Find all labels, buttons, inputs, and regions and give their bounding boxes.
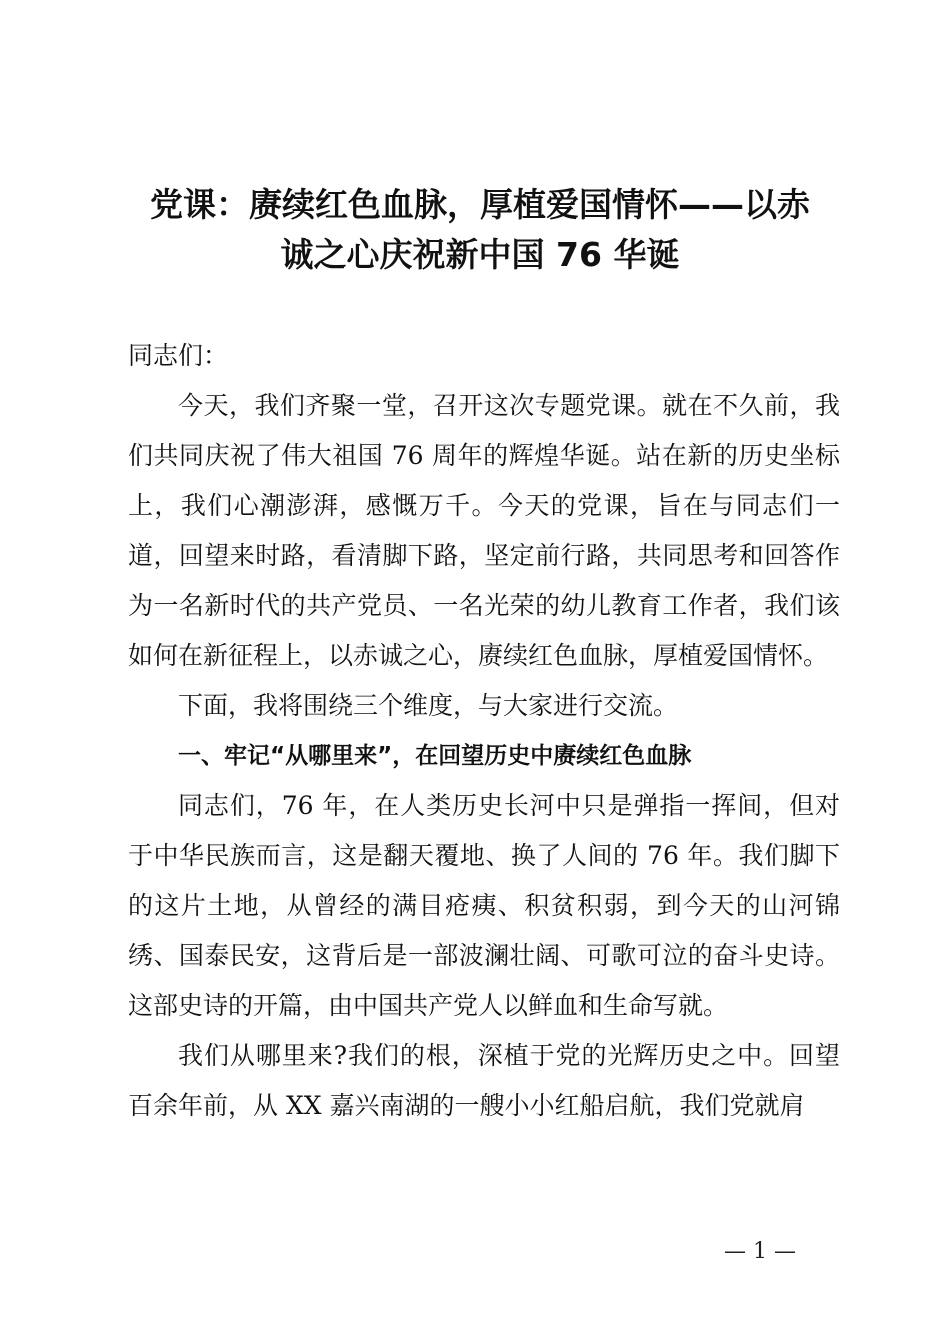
salutation: 同志们：: [128, 341, 229, 370]
paragraph-intro: 今天，我们齐聚一堂，召开这次专题党课。就在不久前，我们共同庆祝了伟大祖国 76 周年的辉煌华诞。站在新的历史坐标上，我们心潮澎湃，感慨万千。今天的党课，旨在与同志们一道，回望来时路，看清脚下路，坚定前行路，共同思考和回答作为一名新时代的共产党员、一名光荣的幼儿教育工作者，我们该如何在新征程上，以赤诚之心，赓续红色血脉，厚植爱国情怀。: [128, 391, 840, 670]
paragraph-section1-a: 同志们，76 年，在人类历史长河中只是弹指一挥间，但对于中华民族而言，这是翻天覆地、换了人间的 76 年。我们脚下的这片土地，从曾经的满目疮痍、积贫积弱，到今天的山河锦绣、国泰民安，这背后是一部波澜壮阔、可歌可泣的奋斗史诗。这部史诗的开篇，由中国共产党人以鲜血和生命写就。: [128, 791, 840, 1020]
document-body: [128, 331, 840, 1131]
title-line-2: 诚之心庆祝新中国 76 华诞: [280, 235, 680, 274]
section-heading-1: 一、牢记“从哪里来”，在回望历史中赓续红色血脉: [178, 743, 692, 769]
title-line-1: 党课：赓续红色血脉，厚植爱国情怀——以赤: [150, 185, 810, 224]
document-title: [110, 180, 850, 280]
paragraph-section1-b: 我们从哪里来?我们的根，深植于党的光辉历史之中。回望百余年前，从 XX 嘉兴南湖的一艘小小红船启航，我们党就肩: [128, 1041, 840, 1120]
page-number: — 1 —: [724, 1239, 796, 1264]
paragraph-outline: 下面，我将围绕三个维度，与大家进行交流。: [178, 691, 679, 720]
